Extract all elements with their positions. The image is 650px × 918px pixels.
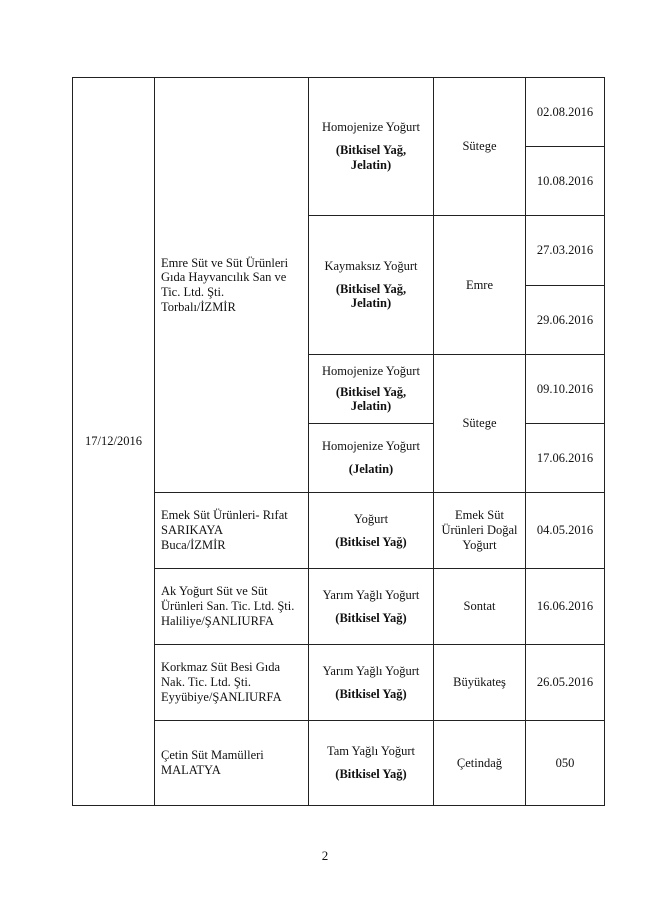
brand-name: Emre	[465, 277, 494, 292]
expiry-date-cell	[526, 424, 605, 493]
brand-cell	[434, 355, 526, 493]
brand-cell	[434, 569, 526, 645]
brand-name: Sütege	[462, 416, 497, 431]
firm-line: Emek Süt Ürünleri- Rıfat	[161, 508, 288, 523]
expiry-date: 050	[555, 755, 575, 770]
brand-cell	[434, 721, 526, 806]
expiry-date: 27.03.2016	[536, 243, 594, 258]
firm-cell	[155, 569, 309, 645]
product-cell	[309, 493, 434, 569]
firm-line: Ürünleri San. Tic. Ltd. Şti.	[161, 599, 295, 614]
products-table	[72, 77, 605, 806]
product-detail: (Jelatin)	[348, 462, 394, 476]
expiry-date-cell	[526, 216, 605, 286]
firm-cell	[155, 721, 309, 806]
expiry-date: 26.05.2016	[536, 675, 594, 690]
expiry-date-cell	[526, 645, 605, 721]
brand-name: Sütege	[462, 139, 497, 154]
expiry-date-cell	[526, 493, 605, 569]
brand-name: Sontat	[463, 599, 496, 614]
inspection-date: 17/12/2016	[85, 434, 142, 449]
brand-line: Ürünleri Doğal	[441, 523, 518, 538]
product-detail	[315, 143, 427, 173]
brand-cell	[434, 216, 526, 355]
table-row	[73, 78, 605, 147]
firm-line: MALATYA	[161, 763, 221, 777]
product-detail-line: (Bitkisel Yağ,	[335, 281, 407, 296]
expiry-date-cell	[526, 721, 605, 806]
firm-line: Nak. Tic. Ltd. Şti.	[161, 675, 251, 690]
firm-line: Çetin Süt Mamülleri	[161, 748, 264, 763]
firm-line: Ak Yoğurt Süt ve Süt	[161, 584, 268, 599]
product-detail-line: Jelatin)	[350, 157, 392, 172]
expiry-date: 17.06.2016	[536, 450, 594, 465]
product-cell	[309, 645, 434, 721]
product-detail: (Bitkisel Yağ)	[335, 534, 407, 549]
product-name: Yarım Yağlı Yoğurt	[322, 663, 420, 678]
product-detail: (Bitkisel Yağ)	[335, 686, 407, 701]
product-detail-line: Jelatin)	[350, 296, 392, 311]
brand-line: Emek Süt	[455, 508, 504, 523]
brand-line: Yoğurt	[462, 537, 497, 552]
product-name: Kaymaksız Yoğurt	[324, 258, 418, 273]
expiry-date-cell	[526, 569, 605, 645]
expiry-date-cell	[526, 147, 605, 216]
product-name: Yarım Yağlı Yoğurt	[322, 587, 420, 602]
product-name: Tam Yağlı Yoğurt	[326, 744, 416, 759]
product-detail-line: (Bitkisel Yağ,	[335, 384, 407, 399]
page-number: 2	[321, 848, 329, 863]
expiry-date: 04.05.2016	[536, 523, 594, 538]
firm-cell	[155, 493, 309, 569]
brand-cell	[434, 493, 526, 569]
inspection-date-cell	[73, 78, 155, 806]
product-name: Homojenize Yoğurt	[322, 363, 420, 378]
expiry-date: 16.06.2016	[536, 599, 594, 614]
product-cell	[309, 721, 434, 806]
firm-cell	[155, 645, 309, 721]
expiry-date: 10.08.2016	[536, 173, 594, 188]
firm-line: Gıda Hayvancılık San ve	[161, 270, 287, 285]
product-detail	[315, 282, 427, 312]
product-cell	[309, 355, 434, 424]
product-cell	[309, 216, 434, 355]
expiry-date-cell	[526, 286, 605, 355]
brand-cell	[434, 645, 526, 721]
expiry-date: 09.10.2016	[536, 381, 594, 396]
product-name: Yoğurt	[353, 511, 389, 526]
product-detail-line: Jelatin)	[350, 399, 392, 414]
product-detail: (Bitkisel Yağ)	[335, 610, 407, 625]
firm-line: Emre Süt ve Süt Ürünleri	[161, 255, 289, 270]
firm-line: Tic. Ltd. Şti.	[161, 285, 225, 299]
product-detail: (Bitkisel Yağ)	[335, 767, 407, 781]
firm-line: Haliliye/ŞANLIURFA	[161, 613, 274, 628]
product-detail-line: (Bitkisel Yağ,	[335, 143, 407, 158]
expiry-date-cell	[526, 78, 605, 147]
brand-name: Büyükateş	[453, 675, 506, 690]
product-cell	[309, 569, 434, 645]
expiry-date-cell	[526, 355, 605, 424]
firm-line: Eyyübiye/ŞANLIURFA	[161, 689, 282, 704]
product-name: Homojenize Yoğurt	[322, 439, 420, 454]
firm-line: Torbalı/İZMİR	[161, 299, 236, 314]
brand-name: Çetindağ	[456, 755, 503, 770]
brand-cell	[434, 78, 526, 216]
product-detail	[315, 385, 427, 415]
firm-line: Korkmaz Süt Besi Gıda	[161, 660, 281, 675]
firm-line: SARIKAYA	[161, 523, 224, 538]
product-name: Homojenize Yoğurt	[322, 120, 420, 135]
expiry-date: 02.08.2016	[536, 104, 594, 119]
product-cell	[309, 424, 434, 493]
firm-cell	[155, 78, 309, 493]
firm-line: Buca/İZMİR	[161, 537, 226, 552]
product-cell	[309, 78, 434, 216]
expiry-date: 29.06.2016	[536, 312, 594, 327]
